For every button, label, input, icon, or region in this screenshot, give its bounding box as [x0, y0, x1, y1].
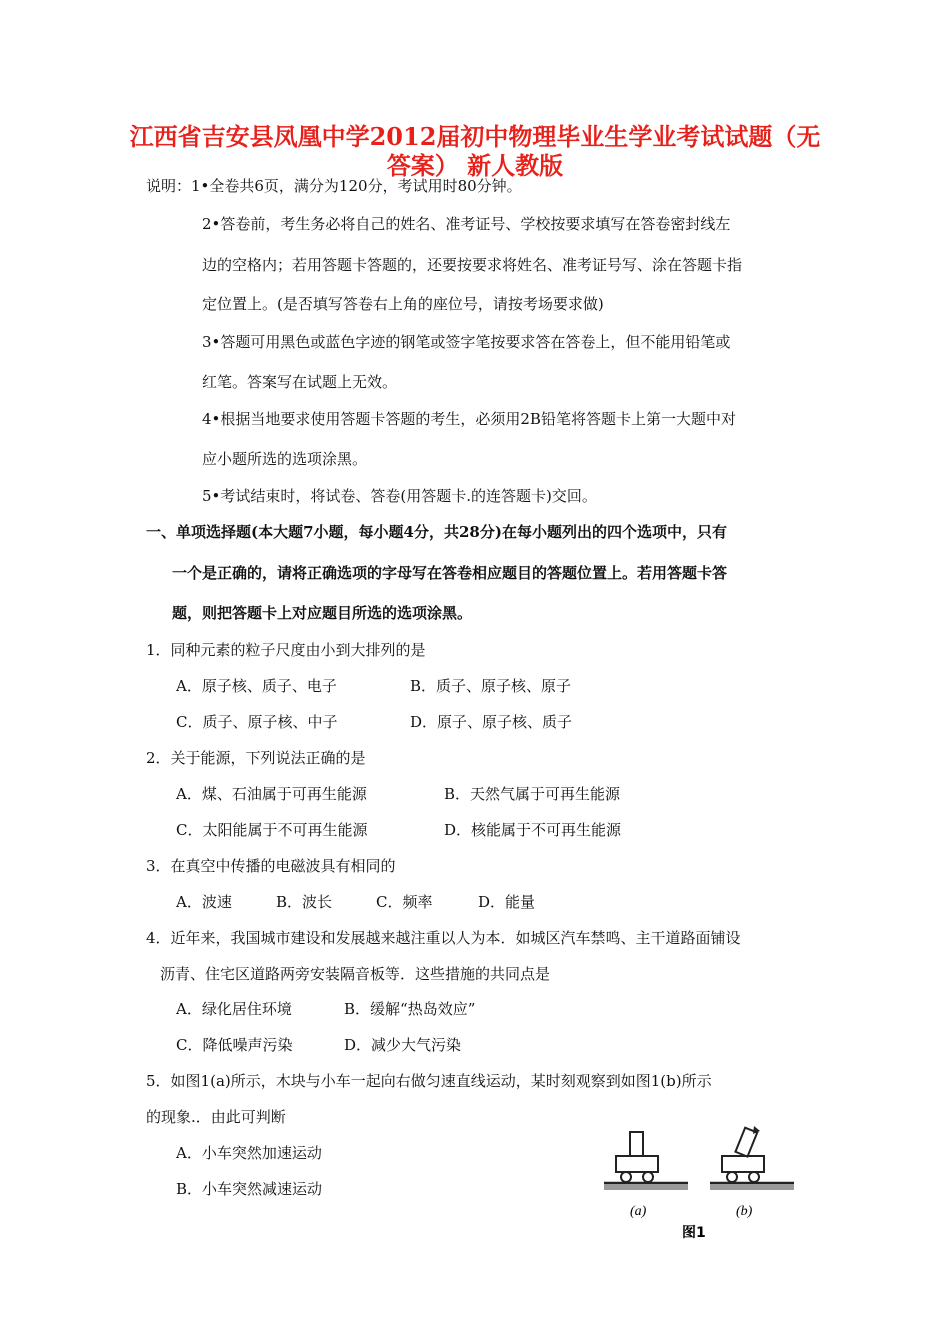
note-4-cont: 应小题所选的选项涂黑。: [202, 450, 368, 468]
question-2-option-a: A．煤、石油属于可再生能源: [176, 785, 367, 803]
figure-caption: 图1: [682, 1225, 706, 1241]
question-4-option-b: B．缓解“热岛效应”: [344, 1000, 476, 1018]
note-3: 3•答题可用黑色或蓝色字迹的钢笔或签字笔按要求答在答卷上，但不能用铅笔或: [202, 333, 731, 351]
note-5: 5•考试结束时，将试卷、答卷(用答题卡.的连答题卡)交回。: [202, 487, 597, 505]
cart-body-a: [616, 1156, 658, 1172]
question-3-option-a: A．波速: [176, 893, 232, 911]
question-2-option-b: B．天然气属于可再生能源: [444, 785, 621, 803]
note-2-cont2: 定位置上。(是否填写答卷右上角的座位号，请按考场要求做): [202, 295, 604, 313]
question-2-option-d: D．核能属于不可再生能源: [444, 821, 622, 839]
question-5-option-a: A．小车突然加速运动: [176, 1144, 322, 1162]
section-heading-cont: 一个是正确的，请将正确选项的字母写在答卷相应题目的答题位置上。若用答题卡答: [172, 564, 728, 582]
question-1-option-b: B．质子、原子核、原子: [410, 677, 572, 695]
note-2-cont: 边的空格内；若用答题卡答题的，还要按要求将姓名、准考证号写、涂在答题卡指: [202, 256, 743, 274]
upright-block: [630, 1132, 643, 1156]
question-5-stem-cont: 的现象.．由此可判断: [146, 1108, 286, 1126]
wheel-b-right: [749, 1172, 759, 1182]
question-5-option-b: B．小车突然减速运动: [176, 1180, 323, 1198]
note-1: 说明：1•全卷共6页，满分为120分，考试用时80分钟。: [146, 177, 522, 195]
wheel-a-left: [621, 1172, 631, 1182]
question-2-stem: 2．关于能源，下列说法正确的是: [146, 749, 366, 767]
question-4-option-d: D．减少大气污染: [344, 1036, 462, 1054]
note-2: 2•答卷前，考生务必将自己的姓名、准考证号、学校按要求填写在答卷密封线左: [202, 215, 731, 233]
figure-1-cart-diagram: [602, 1120, 812, 1245]
question-3-option-b: B．波长: [276, 893, 333, 911]
figure-label-b: (b): [736, 1204, 753, 1219]
question-5-stem: 5．如图1(a)所示，木块与小车一起向右做匀速直线运动，某时刻观察到如图1(b)所示: [146, 1072, 712, 1090]
figure-1b-cart: [710, 1126, 794, 1190]
section-heading: 一、单项选择题(本大题7小题，每小题4分，共28分)在每小题列出的四个选项中，只有: [146, 523, 727, 541]
question-1-option-d: D．原子、原子核、质子: [410, 713, 573, 731]
figure-label-a: (a): [630, 1204, 647, 1219]
question-4-option-c: C．降低噪声污染: [176, 1036, 293, 1054]
page-title: 江西省吉安县凤凰中学2012届初中物理毕业生学业考试试题（无答案） 新人教版: [129, 122, 821, 180]
ground-hatch-b: [710, 1184, 794, 1190]
question-3-option-d: D．能量: [478, 893, 536, 911]
wheel-a-right: [643, 1172, 653, 1182]
question-1-option-a: A．原子核、质子、电子: [176, 677, 337, 695]
question-1-option-c: C．质子、原子核、中子: [176, 713, 338, 731]
question-1-stem: 1．同种元素的粒子尺度由小到大排列的是: [146, 641, 426, 659]
figure-1a-cart: [604, 1132, 688, 1190]
question-3-stem: 3．在真空中传播的电磁波具有相同的: [146, 857, 396, 875]
section-heading-cont2: 题，则把答题卡上对应题目所选的选项涂黑。: [172, 604, 473, 622]
note-3-cont: 红笔。答案写在试题上无效。: [202, 373, 398, 391]
question-2-option-c: C．太阳能属于不可再生能源: [176, 821, 368, 839]
cart-body-b: [722, 1156, 764, 1172]
question-4-option-a: A．绿化居住环境: [176, 1000, 292, 1018]
question-4-stem-cont: 沥青、住宅区道路两旁安装隔音板等．这些措施的共同点是: [160, 965, 551, 983]
question-3-option-c: C．频率: [376, 893, 433, 911]
wheel-b-left: [727, 1172, 737, 1182]
note-4: 4•根据当地要求使用答题卡答题的考生，必须用2B铅笔将答题卡上第一大题中对: [202, 410, 736, 428]
ground-hatch-a: [604, 1184, 688, 1190]
question-4-stem: 4．近年来，我国城市建设和发展越来越注重以人为本．如城区汽车禁鸣、主干道路面铺设: [146, 929, 741, 947]
